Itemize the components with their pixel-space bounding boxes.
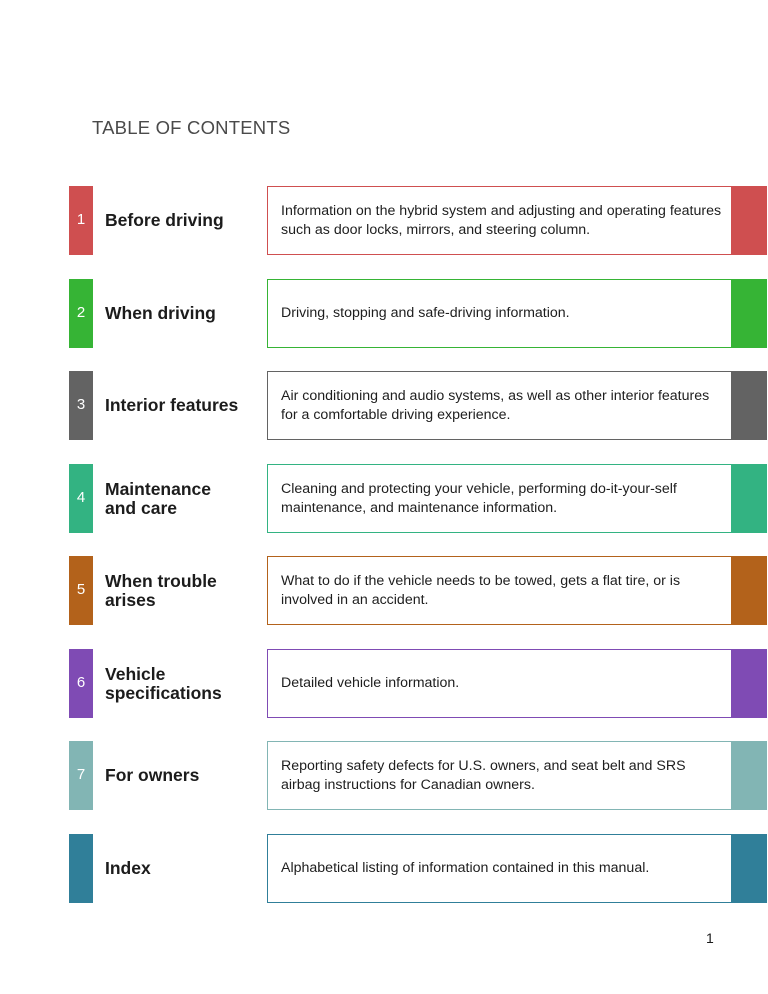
chapter-title-text: Maintenance and care xyxy=(105,478,211,518)
chapter-edge-tab[interactable] xyxy=(731,649,767,718)
chapter-edge-tab[interactable] xyxy=(731,371,767,440)
chapter-number-tab xyxy=(69,371,93,440)
chapter-number-tab xyxy=(69,649,93,718)
chapter-edge-tab[interactable] xyxy=(731,279,767,348)
chapter-description: Reporting safety defects for U.S. owners, and seat belt and SRS airbag instructions for Canadian owners. xyxy=(281,757,686,793)
chapter-description-box xyxy=(267,464,732,533)
chapter-title-text: When driving xyxy=(105,303,216,323)
page-title: TABLE OF CONTENTS xyxy=(92,117,291,138)
chapter-row-for-owners[interactable] xyxy=(0,741,768,810)
chapter-description-box xyxy=(267,834,732,903)
chapter-number: 7 xyxy=(76,766,86,783)
chapter-edge-tab[interactable] xyxy=(731,556,767,625)
chapter-number: 4 xyxy=(76,489,86,506)
chapter-edge-tab[interactable] xyxy=(731,834,767,903)
chapter-title[interactable] xyxy=(105,741,260,810)
chapter-description: Detailed vehicle information. xyxy=(281,675,460,691)
chapter-row-when-driving[interactable] xyxy=(0,279,768,348)
chapter-row-interior-features[interactable] xyxy=(0,371,768,440)
chapter-number: 3 xyxy=(76,396,86,413)
chapter-title[interactable] xyxy=(105,279,260,348)
chapter-title-text: Vehicle specifications xyxy=(105,663,222,703)
chapter-number: 5 xyxy=(76,581,86,598)
chapter-edge-tab[interactable] xyxy=(731,186,767,255)
chapter-title-text: For owners xyxy=(105,765,200,785)
chapter-description: Cleaning and protecting your vehicle, performing do-it-your-self maintenance, and maintenance information. xyxy=(281,480,677,516)
chapter-description-box xyxy=(267,279,732,348)
chapter-title-text: Index xyxy=(105,858,151,878)
chapter-title[interactable] xyxy=(105,834,260,903)
chapter-title[interactable] xyxy=(105,464,260,533)
chapter-description: Driving, stopping and safe-driving information. xyxy=(281,305,570,321)
chapter-description: What to do if the vehicle needs to be towed, gets a flat tire, or is involved in an accident. xyxy=(281,572,681,608)
chapter-number-tab xyxy=(69,186,93,255)
chapter-number-tab xyxy=(69,464,93,533)
chapter-number: 1 xyxy=(76,211,86,228)
chapter-row-before-driving[interactable] xyxy=(0,186,768,255)
chapter-description-box xyxy=(267,741,732,810)
chapter-edge-tab[interactable] xyxy=(731,741,767,810)
page-number: 1 xyxy=(706,930,714,946)
chapter-title[interactable] xyxy=(105,649,260,718)
chapter-row-maintenance-and-care[interactable] xyxy=(0,464,768,533)
chapter-title-text: Before driving xyxy=(105,210,224,230)
chapter-description-box xyxy=(267,371,732,440)
chapter-description-box xyxy=(267,556,732,625)
chapter-title-text: When trouble arises xyxy=(105,570,217,610)
chapter-row-when-trouble-arises[interactable] xyxy=(0,556,768,625)
chapter-title[interactable] xyxy=(105,371,260,440)
chapter-number-tab xyxy=(69,834,93,903)
chapter-row-index[interactable] xyxy=(0,834,768,903)
chapter-title[interactable] xyxy=(105,556,260,625)
chapter-description: Alphabetical listing of information contained in this manual. xyxy=(281,860,650,876)
chapter-description-box xyxy=(267,649,732,718)
chapter-number-tab xyxy=(69,741,93,810)
chapter-title-text: Interior features xyxy=(105,395,239,415)
chapter-edge-tab[interactable] xyxy=(731,464,767,533)
chapter-number: 2 xyxy=(76,304,86,321)
chapter-description-box xyxy=(267,186,732,255)
chapter-description: Information on the hybrid system and adjusting and operating features such as door locks, mirrors, and steering column. xyxy=(281,202,722,238)
chapter-row-vehicle-specifications[interactable] xyxy=(0,649,768,718)
chapter-number-tab xyxy=(69,279,93,348)
chapter-title[interactable] xyxy=(105,186,260,255)
chapter-description: Air conditioning and audio systems, as well as other interior features for a comfortable driving experience. xyxy=(281,387,710,423)
chapter-number: 6 xyxy=(76,674,86,691)
chapter-number-tab xyxy=(69,556,93,625)
